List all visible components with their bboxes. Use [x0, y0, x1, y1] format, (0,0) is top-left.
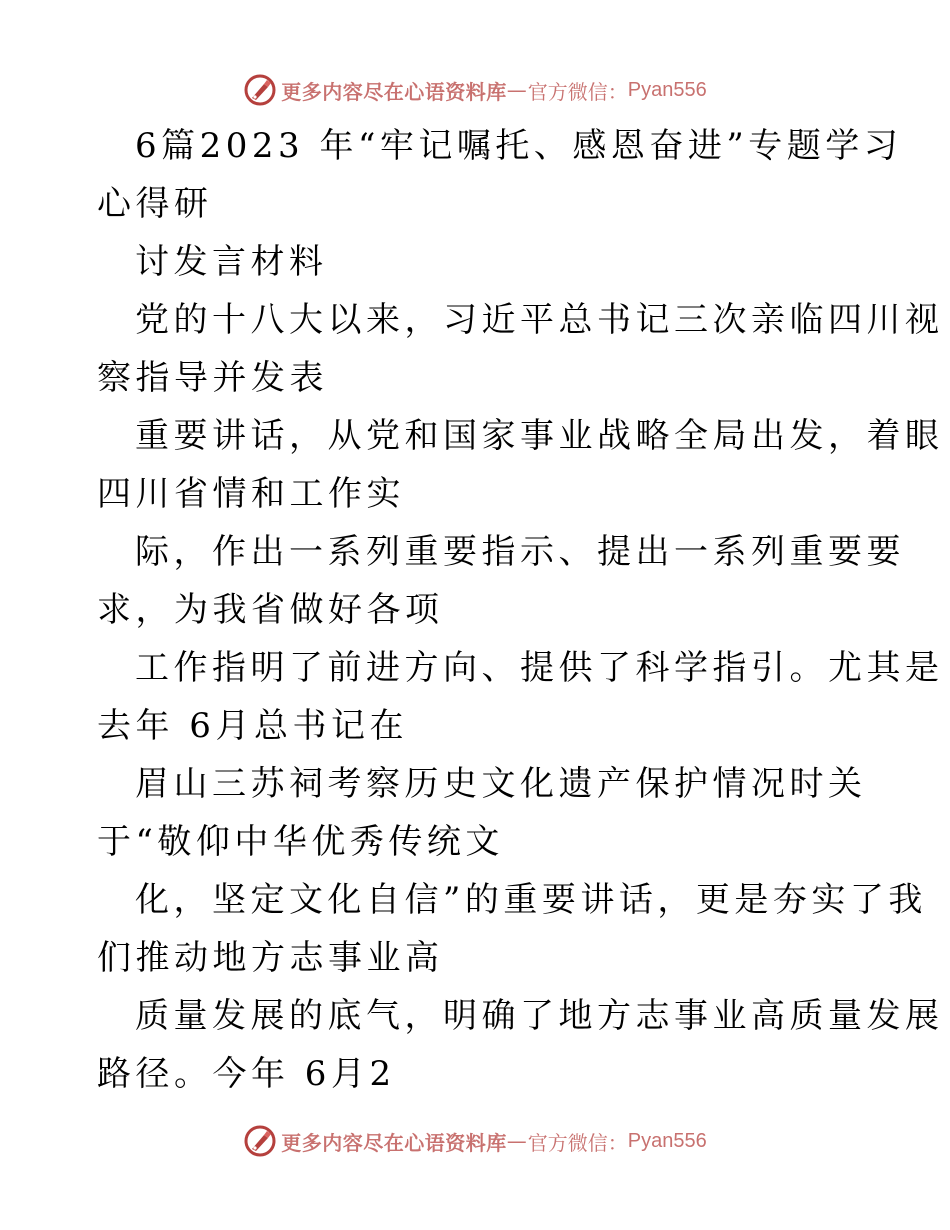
watermark-separator: —: [506, 1129, 528, 1153]
doc-line: 重要讲话，从党和国家事业战略全局出发，着眼: [135, 416, 944, 456]
doc-line: 6篇2023 年“牢记嘱托、感恩奋进”专题学习: [135, 126, 903, 166]
doc-line: 四川省情和工作实: [97, 474, 405, 514]
watermark-separator: —: [506, 78, 528, 102]
document-body: [97, 117, 944, 1103]
doc-line: 工作指明了前进方向、提供了科学指引。尤其是: [135, 648, 944, 688]
doc-line: 求，为我省做好各项: [97, 590, 444, 630]
watermark-wechat-label: 官方微信：: [527, 1130, 628, 1155]
doc-line: 路径。今年 6月2: [97, 1054, 396, 1094]
pen-nib-logo-icon: [243, 1124, 277, 1158]
doc-line: 党的十八大以来，习近平总书记三次亲临四川视: [135, 300, 944, 340]
doc-line: 讨发言材料: [135, 242, 328, 282]
doc-line: 眉山三苏祠考察历史文化遗产保护情况时关: [135, 764, 867, 804]
doc-line: 于“敬仰中华优秀传统文: [97, 822, 504, 862]
watermark-wechat-id: Pyan556: [627, 1129, 707, 1152]
watermark-site-text: 更多内容尽在心语资料库: [281, 1130, 507, 1155]
header-watermark: [0, 70, 950, 110]
watermark-wechat-id: Pyan556: [627, 78, 707, 101]
pen-nib-logo-icon: [243, 73, 277, 107]
watermark-wechat-label: 官方微信：: [527, 79, 628, 104]
doc-line: 心得研: [97, 184, 213, 224]
watermark-site-text: 更多内容尽在心语资料库: [281, 79, 507, 104]
doc-line: 化，坚定文化自信”的重要讲话，更是夯实了我: [135, 880, 927, 920]
doc-line: 际，作出一系列重要指示、提出一系列重要要: [135, 532, 905, 572]
footer-watermark: [0, 1121, 950, 1161]
doc-line: 们推动地方志事业高: [97, 938, 444, 978]
doc-line: 去年 6月总书记在: [97, 706, 408, 746]
doc-line: 质量发展的底气，明确了地方志事业高质量发展: [135, 996, 944, 1036]
doc-line: 察指导并发表: [97, 358, 328, 398]
